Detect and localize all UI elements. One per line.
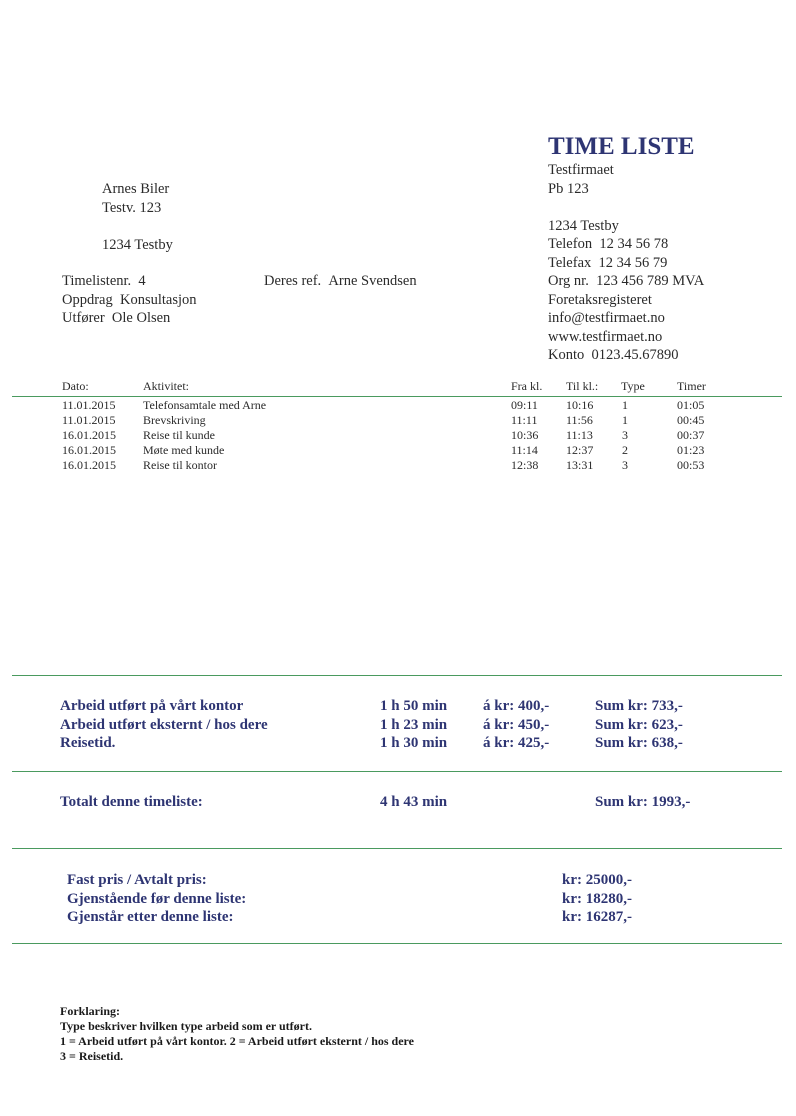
balance-top-divider (12, 848, 782, 849)
table-row: 11.01.2015 Telefonsamtale med Arne 09:11 10:16 1 01:05 (62, 398, 705, 412)
summary-total: Totalt denne timeliste: 4 h 43 min Sum kr: 1993,- (60, 794, 691, 810)
balance-row-remaining-before: Gjenstående før denne liste: kr: 18280,- (67, 890, 632, 907)
company-phone: Telefon 12 34 56 78 (548, 236, 669, 252)
company-postal: 1234 Testby (548, 217, 619, 234)
company-org: Org nr. 123 456 789 MVA (548, 273, 705, 289)
list-number: Timelistenr. 4 (62, 273, 146, 289)
col-activity-header: Aktivitet: (143, 379, 189, 393)
balance-row-remaining-after: Gjenstår etter denne liste: kr: 16287,- (67, 909, 632, 925)
company-web: www.testfirmaet.no (548, 328, 663, 345)
company-email: info@testfirmaet.no (548, 310, 665, 326)
col-to-header: Til kl.: (566, 379, 599, 393)
table-header-divider (12, 396, 782, 397)
document-title: TIME LISTE (548, 133, 695, 160)
balance-bottom-divider (12, 943, 782, 944)
table-row: 16.01.2015 Reise til kunde 10:36 11:13 3 00:37 (62, 428, 705, 442)
col-hours-header: Timer (677, 379, 706, 393)
company-fax: Telefax 12 34 56 79 (548, 254, 668, 271)
assignment: Oppdrag Konsultasjon (62, 291, 197, 308)
summary-row-external: Arbeid utført eksternt / hos dere 1 h 23 min á kr: 450,- Sum kr: 623,- (60, 716, 683, 733)
summary-row-office: Arbeid utført på vårt kontor 1 h 50 min á kr: 400,- Sum kr: 733,- (60, 698, 683, 714)
table-row: 16.01.2015 Møte med kunde 11:14 12:37 2 01:23 (62, 443, 705, 457)
col-date-header: Dato: (62, 379, 89, 393)
table-row: 16.01.2015 Reise til kontor 12:38 13:31 3 00:53 (62, 458, 705, 472)
legend-line: Type beskriver hvilken type arbeid som er utført. (60, 1019, 312, 1033)
summary-total-divider (12, 771, 782, 772)
company-address: Pb 123 (548, 180, 589, 197)
customer-name: Arnes Biler (102, 181, 170, 197)
legend (60, 1004, 414, 1064)
company-name: Testfirmaet (548, 162, 614, 178)
summary-top-divider (12, 675, 782, 676)
table-header (0, 379, 796, 394)
legend-line: 3 = Reisetid. (60, 1049, 124, 1063)
customer-postal: 1234 Testby (102, 236, 173, 253)
summary-row-travel: Reisetid. 1 h 30 min á kr: 425,- Sum kr: 638,- (60, 735, 683, 751)
customer-address (102, 180, 173, 254)
performer: Utfører Ole Olsen (62, 310, 171, 326)
legend-title: Forklaring: (60, 1004, 120, 1018)
balance-row-fixed-price: Fast pris / Avtalt pris: kr: 25000,- (67, 872, 632, 888)
company-info (548, 161, 704, 365)
company-registry: Foretaksregisteret (548, 291, 652, 308)
company-account: Konto 0123.45.67890 (548, 347, 679, 363)
customer-street: Testv. 123 (102, 199, 162, 216)
col-from-header: Fra kl. (511, 379, 543, 393)
col-type-header: Type (621, 379, 645, 393)
legend-line: 1 = Arbeid utført på vårt kontor. 2 = Arbeid utført eksternt / hos dere (60, 1034, 414, 1048)
table-row: 11.01.2015 Brevskriving 11:11 11:56 1 00:45 (62, 413, 705, 427)
customer-reference: Deres ref. Arne Svendsen (264, 273, 417, 289)
